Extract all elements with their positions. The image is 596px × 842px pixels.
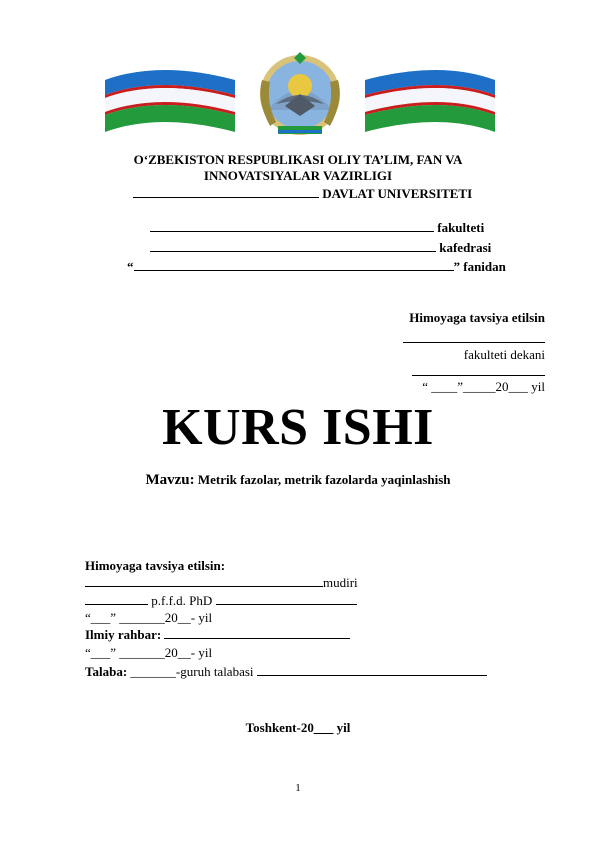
right-flag-icon: [365, 70, 495, 132]
dean-label: fakulteti dekani: [463, 347, 545, 362]
subject-line: [127, 259, 506, 275]
kafedra-suffix: kafedrasi: [436, 240, 492, 255]
coat-of-arms-icon: [260, 52, 340, 135]
mudiri-label: mudiri: [323, 575, 358, 590]
university-line: [133, 186, 472, 202]
topic-label: Mavzu:: [145, 472, 195, 488]
city-year-blank: ___: [313, 720, 334, 735]
emblem-logo: [100, 50, 500, 140]
date-line-2[interactable]: “___” _______20__- yil: [85, 645, 213, 660]
student-line: [85, 664, 487, 680]
city-label: Toshkent-20: [245, 720, 314, 735]
dean-name-blank[interactable]: [403, 330, 545, 348]
degree-signature-blank[interactable]: [216, 593, 357, 605]
page-number: 1: [295, 782, 301, 794]
university-name-blank[interactable]: [133, 186, 319, 198]
degree-label: p.f.f.d. PhD: [148, 593, 216, 608]
recommend-label: Himoyaga tavsiya etilsin:: [85, 558, 226, 573]
date-line-1[interactable]: “___” _______20__- yil: [85, 610, 213, 625]
student-label: Talaba:: [85, 664, 128, 679]
advisor-label: Ilmiy rahbar:: [85, 627, 162, 642]
document-title: KURS ISHI: [162, 399, 434, 456]
left-flag-icon: [105, 70, 235, 132]
approval-title: Himoyaga tavsiya etilsin: [409, 310, 545, 325]
student-name-blank[interactable]: [257, 664, 487, 676]
topic-line: [0, 472, 596, 489]
topic-value: Metrik fazolar, metrik fazolarda yaqinlashish: [194, 472, 451, 487]
ministry-line-1: O‘ZBEKISTON RESPUBLIKASI OLIY TA’LIM, FAN VA: [133, 152, 463, 167]
subject-name-blank[interactable]: [134, 259, 454, 271]
student-group-label: _______-guruh talabasi: [127, 664, 257, 679]
subject-open-quote: “: [127, 259, 134, 274]
advisor-line: [85, 627, 350, 643]
city-year-line: [0, 720, 596, 736]
subject-suffix: ” fanidan: [453, 259, 506, 274]
approval-date-day: “ ____”: [422, 379, 464, 394]
university-suffix: DAVLAT UNIVERSITETI: [319, 186, 473, 201]
kafedra-line: [150, 240, 491, 256]
approval-date: [422, 379, 545, 395]
degree-name-blank[interactable]: [85, 593, 148, 605]
advisor-name-blank[interactable]: [164, 627, 350, 639]
faculty-suffix: fakulteti: [434, 220, 485, 235]
mudiri-line: [85, 575, 358, 591]
faculty-line: [150, 220, 484, 236]
faculty-name-blank[interactable]: [150, 220, 434, 232]
ministry-line-2: INNOVATSIYALAR VAZIRLIGI: [203, 168, 393, 183]
year-label: yil: [333, 720, 351, 735]
approval-date-year: _____20___ yil: [463, 379, 545, 394]
mudiri-name-blank[interactable]: [85, 575, 323, 587]
kafedra-name-blank[interactable]: [150, 240, 436, 252]
degree-line: [85, 593, 357, 609]
